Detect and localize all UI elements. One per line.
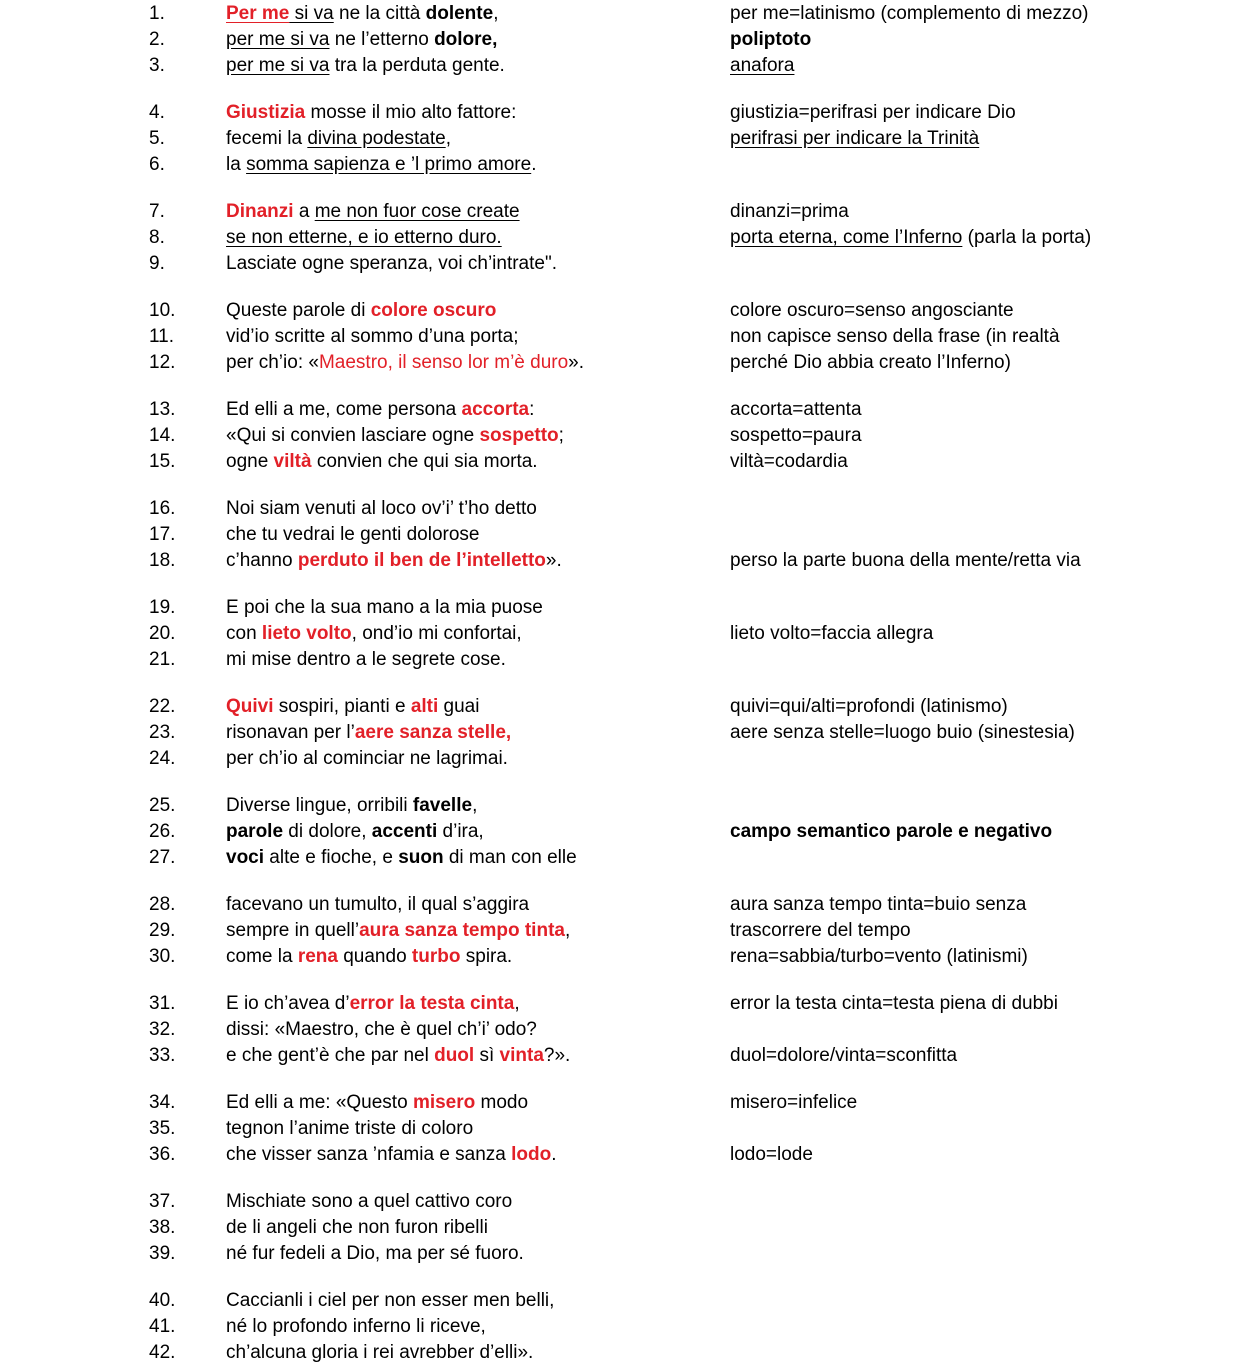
annotation-text xyxy=(730,1142,1242,1168)
verse-text xyxy=(226,548,730,574)
verse-segment: d’ira, xyxy=(437,821,484,842)
annotation-text xyxy=(730,548,1242,574)
annotation-text xyxy=(730,199,1242,225)
verse-text xyxy=(226,324,730,350)
line-number: 30. xyxy=(149,946,176,967)
verse-text xyxy=(226,397,730,423)
tercet xyxy=(149,1090,1242,1168)
verse-row xyxy=(149,199,1242,225)
annotation-text xyxy=(730,324,1242,350)
verse-segment: vinta xyxy=(499,1045,544,1066)
verse-segment: alte e fioche, e xyxy=(264,847,399,868)
verse-segment: aere sanza stelle, xyxy=(354,722,512,743)
verse-row xyxy=(149,1340,1242,1366)
verse-segment: Mischiate sono a quel cattivo coro xyxy=(226,1191,513,1212)
verse-text xyxy=(226,1116,730,1142)
verse-row xyxy=(149,449,1242,475)
verse-row xyxy=(149,1,1242,27)
verse-text xyxy=(226,126,730,152)
verse-segment: lieto volto xyxy=(261,623,352,644)
verse-segment: mi mise dentro a le segrete cose. xyxy=(226,649,506,670)
verse-segment: me non fuor cose create xyxy=(314,201,520,222)
verse-segment: , xyxy=(514,993,520,1014)
verse-segment: Per me xyxy=(226,3,290,24)
verse-text xyxy=(226,918,730,944)
line-number: 7. xyxy=(149,201,165,222)
annotation-segment: dinanzi=prima xyxy=(730,201,849,222)
line-number: 9. xyxy=(149,253,165,274)
line-number: 3. xyxy=(149,55,165,76)
verse-segment: accenti xyxy=(371,821,438,842)
annotation-segment: aura sanza tempo tinta=buio senza xyxy=(730,894,1027,915)
verse-text xyxy=(226,1,730,27)
verse-row xyxy=(149,126,1242,152)
line-number: 20. xyxy=(149,623,176,644)
verse-segment: ogne xyxy=(226,451,274,472)
verse-row xyxy=(149,251,1242,277)
tercet xyxy=(149,694,1242,772)
line-number: 29. xyxy=(149,920,176,941)
line-number: 27. xyxy=(149,847,176,868)
verse-row xyxy=(149,1215,1242,1241)
verse-text xyxy=(226,892,730,918)
verse-row xyxy=(149,548,1242,574)
line-number: 26. xyxy=(149,821,176,842)
annotation-segment: error la testa cinta=testa piena di dubbi xyxy=(730,993,1058,1014)
annotation-segment: perso la parte buona della mente/retta via xyxy=(730,550,1081,571)
verse-segment: a xyxy=(293,201,315,222)
annotation-segment: perifrasi per indicare la Trinità xyxy=(730,128,980,149)
verse-text xyxy=(226,53,730,79)
annotation-text xyxy=(730,53,1242,79)
line-number: 42. xyxy=(149,1342,176,1363)
verse-row xyxy=(149,324,1242,350)
verse-text xyxy=(226,449,730,475)
line-number: 2. xyxy=(149,29,165,50)
verse-segment: né lo profondo inferno li riceve, xyxy=(226,1316,486,1337)
verse-text xyxy=(226,944,730,970)
verse-segment: guai xyxy=(438,696,480,717)
annotation-text xyxy=(730,819,1242,845)
line-number: 36. xyxy=(149,1144,176,1165)
verse-segment: . xyxy=(531,154,537,175)
annotation-text xyxy=(730,720,1242,746)
verse-row xyxy=(149,892,1242,918)
annotation-segment: poliptoto xyxy=(730,29,812,50)
verse-segment: , xyxy=(493,3,499,24)
annotation-text xyxy=(730,298,1242,324)
verse-row xyxy=(149,152,1242,178)
verse-segment: Ed elli a me, come persona xyxy=(226,399,462,420)
verse-segment: e che gent’è che par nel xyxy=(226,1045,435,1066)
verse-row xyxy=(149,991,1242,1017)
verse-segment: Diverse lingue, orribili xyxy=(226,795,413,816)
tercet xyxy=(149,100,1242,178)
annotation-text xyxy=(730,397,1242,423)
verse-segment: di man con elle xyxy=(443,847,577,868)
verse-segment: , ond’io mi confortai, xyxy=(351,623,522,644)
verse-text xyxy=(226,423,730,449)
line-number: 35. xyxy=(149,1118,176,1139)
line-number: 37. xyxy=(149,1191,176,1212)
verse-segment: lodo xyxy=(511,1144,552,1165)
tercet xyxy=(149,1288,1242,1366)
verse-segment: mosse il mio alto fattore: xyxy=(305,102,517,123)
verse-segment: quando xyxy=(337,946,412,967)
verse-text xyxy=(226,647,730,673)
verse-segment: «Qui si convien lasciare ogne xyxy=(226,425,480,446)
verse-text xyxy=(226,1142,730,1168)
verse-text xyxy=(226,819,730,845)
line-number: 34. xyxy=(149,1092,176,1113)
verse-text xyxy=(226,225,730,251)
annotation-text xyxy=(730,350,1242,376)
verse-segment: convien che qui sia morta. xyxy=(311,451,538,472)
tercet xyxy=(149,1189,1242,1267)
verse-row xyxy=(149,647,1242,673)
verse-text xyxy=(226,845,730,871)
verse-segment: Lasciate ogne speranza, voi ch’intrate". xyxy=(226,253,557,274)
verse-segment: , xyxy=(472,795,478,816)
tercet xyxy=(149,595,1242,673)
line-number: 13. xyxy=(149,399,176,420)
verse-segment: per me si va xyxy=(226,55,330,76)
verse-row xyxy=(149,423,1242,449)
verse-row xyxy=(149,1142,1242,1168)
verse-text xyxy=(226,991,730,1017)
verse-text xyxy=(226,27,730,53)
annotation-segment: duol=dolore/vinta=sconfitta xyxy=(730,1045,958,1066)
verse-segment: dolente xyxy=(425,3,494,24)
line-number: 18. xyxy=(149,550,176,571)
annotation-segment: anafora xyxy=(730,55,795,76)
verse-segment: sospiri, pianti e xyxy=(273,696,411,717)
line-number: 6. xyxy=(149,154,165,175)
tercet xyxy=(149,892,1242,970)
annotation-text xyxy=(730,423,1242,449)
verse-row xyxy=(149,397,1242,423)
verse-segment: , xyxy=(564,920,571,941)
verse-text xyxy=(226,1241,730,1267)
verse-segment: se non etterne, e io etterno duro. xyxy=(226,227,502,248)
verse-segment: colore oscuro xyxy=(370,300,497,321)
annotation-segment: (parla la porta) xyxy=(962,227,1092,248)
verse-row xyxy=(149,944,1242,970)
annotation-segment: colore oscuro=senso angosciante xyxy=(730,300,1014,321)
verse-segment: con xyxy=(226,623,262,644)
verse-segment: ; xyxy=(558,425,564,446)
verse-segment: aura sanza tempo tinta xyxy=(359,920,565,941)
tercet xyxy=(149,793,1242,871)
line-number: 24. xyxy=(149,748,176,769)
verse-segment: Dinanzi xyxy=(226,201,294,222)
line-number: 10. xyxy=(149,300,176,321)
verse-text xyxy=(226,746,730,772)
line-number: 12. xyxy=(149,352,176,373)
verse-segment: facevano un tumulto, il qual s’aggira xyxy=(226,894,530,915)
verse-segment: per ch’io: « xyxy=(226,352,319,373)
verse-segment: favelle xyxy=(412,795,473,816)
verse-segment: che visser sanza ’nfamia e sanza xyxy=(226,1144,512,1165)
annotation-segment: quivi=qui/alti=profondi (latinismo) xyxy=(730,696,1008,717)
verse-text xyxy=(226,720,730,746)
tercet xyxy=(149,397,1242,475)
line-number: 21. xyxy=(149,649,176,670)
verse-segment: Noi siam venuti al loco ov’i’ t’ho detto xyxy=(226,498,537,519)
verse-segment: dolore, xyxy=(434,29,498,50)
verse-row xyxy=(149,1116,1242,1142)
line-number: 16. xyxy=(149,498,176,519)
verse-segment: E poi che la sua mano a la mia puose xyxy=(226,597,543,618)
verse-segment: divina podestate xyxy=(307,128,446,149)
verse-segment: di dolore, xyxy=(283,821,372,842)
line-number: 33. xyxy=(149,1045,176,1066)
verse-segment: Ed elli a me: «Questo xyxy=(226,1092,413,1113)
verse-text xyxy=(226,1189,730,1215)
verse-text xyxy=(226,496,730,522)
line-number: 38. xyxy=(149,1217,176,1238)
verse-text xyxy=(226,298,730,324)
verse-row xyxy=(149,27,1242,53)
verse-row xyxy=(149,845,1242,871)
line-number: 41. xyxy=(149,1316,176,1337)
verse-segment: parole xyxy=(226,821,284,842)
verse-segment: ch’alcuna gloria i rei avrebber d’elli». xyxy=(226,1342,534,1363)
verse-row xyxy=(149,298,1242,324)
tercet xyxy=(149,991,1242,1069)
annotation-segment: rena=sabbia/turbo=vento (latinismi) xyxy=(730,946,1028,967)
verse-row xyxy=(149,1090,1242,1116)
line-number: 22. xyxy=(149,696,176,717)
verse-row xyxy=(149,1314,1242,1340)
verse-text xyxy=(226,350,730,376)
verse-segment: rena xyxy=(297,946,338,967)
verse-row xyxy=(149,595,1242,621)
annotation-text xyxy=(730,27,1242,53)
verse-row xyxy=(149,1189,1242,1215)
tercet xyxy=(149,298,1242,376)
verse-segment: ne la città xyxy=(333,3,426,24)
verse-segment: si va xyxy=(289,3,334,24)
verse-segment: voci xyxy=(226,847,265,868)
annotation-segment: non capisce senso della frase (in realtà xyxy=(730,326,1060,347)
line-number: 23. xyxy=(149,722,176,743)
line-number: 32. xyxy=(149,1019,176,1040)
verse-segment: turbo xyxy=(411,946,461,967)
annotation-text xyxy=(730,225,1242,251)
verse-segment: per me si va xyxy=(226,29,330,50)
verse-segment: fecemi la xyxy=(226,128,308,149)
verse-segment: perduto il ben de l’intelletto xyxy=(297,550,546,571)
annotation-text xyxy=(730,1043,1242,1069)
verse-row xyxy=(149,694,1242,720)
verse-segment: Quivi xyxy=(226,696,274,717)
verse-text xyxy=(226,1215,730,1241)
verse-segment: sì xyxy=(474,1045,500,1066)
line-number: 39. xyxy=(149,1243,176,1264)
verse-text xyxy=(226,152,730,178)
line-number: 4. xyxy=(149,102,165,123)
verse-text xyxy=(226,251,730,277)
verse-text xyxy=(226,621,730,647)
annotation-text xyxy=(730,126,1242,152)
verse-text xyxy=(226,1288,730,1314)
verse-row xyxy=(149,819,1242,845)
annotation-text xyxy=(730,1090,1242,1116)
line-number: 5. xyxy=(149,128,165,149)
verse-segment: Caccianli i ciel per non esser men belli, xyxy=(226,1290,555,1311)
verse-segment: sempre in quell’ xyxy=(226,920,360,941)
verse-row xyxy=(149,100,1242,126)
annotation-segment: porta eterna, come l’Inferno xyxy=(730,227,963,248)
verse-row xyxy=(149,720,1242,746)
verse-segment: . xyxy=(551,1144,557,1165)
verse-segment: de li angeli che non furon ribelli xyxy=(226,1217,488,1238)
annotation-text xyxy=(730,694,1242,720)
verse-segment: che tu vedrai le genti dolorose xyxy=(226,524,480,545)
line-number: 17. xyxy=(149,524,176,545)
verse-row xyxy=(149,1043,1242,1069)
annotation-segment: trascorrere del tempo xyxy=(730,920,911,941)
annotation-segment: sospetto=paura xyxy=(730,425,862,446)
verse-segment: E io ch’avea d’ xyxy=(226,993,350,1014)
annotation-text xyxy=(730,918,1242,944)
verse-segment: suon xyxy=(398,847,444,868)
line-number: 8. xyxy=(149,227,165,248)
verse-segment: modo xyxy=(475,1092,529,1113)
verse-segment: né fur fedeli a Dio, ma per sé fuoro. xyxy=(226,1243,524,1264)
annotation-segment: lodo=lode xyxy=(730,1144,813,1165)
annotation-segment: viltà=codardia xyxy=(730,451,848,472)
verse-text xyxy=(226,1340,730,1366)
verse-text xyxy=(226,694,730,720)
verse-segment: Giustizia xyxy=(226,102,306,123)
verse-segment: ?». xyxy=(543,1045,571,1066)
verse-row xyxy=(149,225,1242,251)
line-number: 14. xyxy=(149,425,176,446)
verse-row xyxy=(149,621,1242,647)
verse-segment: : xyxy=(529,399,535,420)
verse-segment: ». xyxy=(568,352,585,373)
verse-segment: come la xyxy=(226,946,298,967)
annotation-segment: perché Dio abbia creato l’Inferno) xyxy=(730,352,1011,373)
annotation-text xyxy=(730,991,1242,1017)
verse-row xyxy=(149,496,1242,522)
verse-segment: per ch’io al cominciar ne lagrimai. xyxy=(226,748,508,769)
verse-row xyxy=(149,793,1242,819)
verse-segment: la xyxy=(226,154,247,175)
verse-segment: sospetto xyxy=(479,425,559,446)
annotation-text xyxy=(730,100,1242,126)
verse-segment: vid’io scritte al sommo d’una porta; xyxy=(226,326,519,347)
verse-segment: misero xyxy=(412,1092,476,1113)
verse-segment: error la testa cinta xyxy=(349,993,515,1014)
line-number: 15. xyxy=(149,451,176,472)
verse-segment: tra la perduta gente. xyxy=(329,55,505,76)
annotation-text xyxy=(730,944,1242,970)
annotation-segment: aere senza stelle=luogo buio (sinestesia) xyxy=(730,722,1075,743)
annotation-text xyxy=(730,621,1242,647)
line-number: 28. xyxy=(149,894,176,915)
annotation-segment: campo semantico parole e negativo xyxy=(730,821,1053,842)
verse-text xyxy=(226,199,730,225)
verse-text xyxy=(226,100,730,126)
annotation-text xyxy=(730,892,1242,918)
verse-segment: duol xyxy=(434,1045,475,1066)
verse-segment: c’hanno xyxy=(226,550,298,571)
verse-row xyxy=(149,746,1242,772)
verse-segment: spira. xyxy=(460,946,513,967)
verse-text xyxy=(226,522,730,548)
line-number: 40. xyxy=(149,1290,176,1311)
verse-row xyxy=(149,1241,1242,1267)
annotation-segment: per me=latinismo (complemento di mezzo) xyxy=(730,3,1089,24)
tercet xyxy=(149,199,1242,277)
verse-row xyxy=(149,53,1242,79)
verse-text xyxy=(226,793,730,819)
verse-row xyxy=(149,1288,1242,1314)
tercet xyxy=(149,1,1242,79)
line-number: 11. xyxy=(149,326,175,347)
verse-text xyxy=(226,1090,730,1116)
verse-segment: , xyxy=(445,128,451,149)
verse-segment: tegnon l’anime triste di coloro xyxy=(226,1118,474,1139)
verse-row xyxy=(149,522,1242,548)
verse-segment: ». xyxy=(545,550,562,571)
annotation-segment: lieto volto=faccia allegra xyxy=(730,623,934,644)
verse-segment: accorta xyxy=(461,399,530,420)
annotation-segment: giustizia=perifrasi per indicare Dio xyxy=(730,102,1016,123)
verse-segment: dissi: «Maestro, che è quel ch’i’ odo? xyxy=(226,1019,537,1040)
annotation-segment: misero=infelice xyxy=(730,1092,858,1113)
line-number: 19. xyxy=(149,597,176,618)
line-number: 1. xyxy=(149,3,165,24)
annotation-text xyxy=(730,449,1242,475)
annotation-segment: accorta=attenta xyxy=(730,399,862,420)
verse-text xyxy=(226,1314,730,1340)
verse-segment: Queste parole di xyxy=(226,300,371,321)
verse-segment: alti xyxy=(410,696,439,717)
line-number: 31. xyxy=(149,993,176,1014)
verse-segment: somma sapienza e ’l primo amore xyxy=(246,154,532,175)
verse-segment: risonavan per l’ xyxy=(226,722,355,743)
verse-row xyxy=(149,1017,1242,1043)
verse-text xyxy=(226,595,730,621)
verse-segment: ne l’etterno xyxy=(329,29,435,50)
verse-row xyxy=(149,350,1242,376)
tercet xyxy=(149,496,1242,574)
verse-text xyxy=(226,1017,730,1043)
verse-segment: Maestro, il senso lor m’è duro xyxy=(318,352,569,373)
verse-text xyxy=(226,1043,730,1069)
line-number: 25. xyxy=(149,795,176,816)
verse-segment: viltà xyxy=(273,451,312,472)
verse-row xyxy=(149,918,1242,944)
annotation-text xyxy=(730,1,1242,27)
